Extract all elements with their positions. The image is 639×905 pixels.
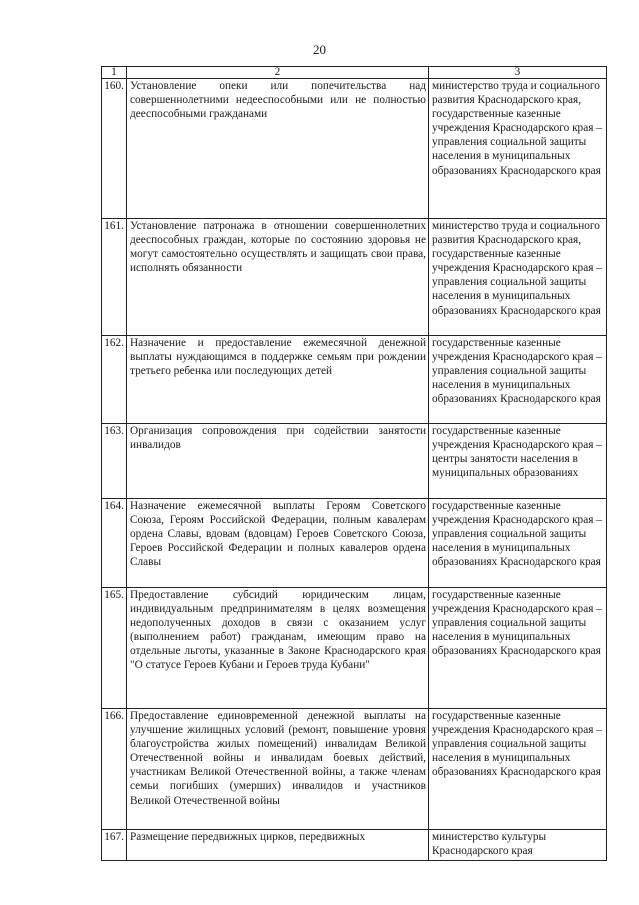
page-number: 20 [313, 42, 326, 57]
services-table [101, 66, 607, 861]
column-header-number: 1 [102, 67, 127, 79]
service-name: Предоставление единовременной денежной выплаты на улучшение жилищных условий (ремонт, повышение уровня благоустройства жилых помещений) инвалидам Великой Отечественной войны и инвалидам боевых действий, участникам Великой Отечественной войны, а также членам семьи погибших (умерших) инвалидов и участников Великой Отечественной войны [127, 709, 429, 830]
table-row [102, 79, 607, 219]
responsible-authority: государственные казенные учреждения Краснодарского края – центры занятости населения в муниципальных образованиях [429, 424, 607, 499]
row-number: 160. [102, 79, 127, 219]
responsible-authority: государственные казенные учреждения Краснодарского края – управления социальной защиты населения в муниципальных образованиях Краснодарского края [429, 336, 607, 424]
service-name: Назначение и предоставление ежемесячной денежной выплаты нуждающимся в поддержке семьям при рождении третьего ребенка или последующих детей [127, 336, 429, 424]
responsible-authority: министерство труда и социального развития Краснодарского края, государственные казенные учреждения Краснодарского края – управления социальной защиты населения в муниципальных образованиях Краснодарского края [429, 79, 607, 219]
table-row [102, 830, 607, 861]
responsible-authority: министерство культуры Краснодарского края [429, 830, 607, 861]
table-row [102, 588, 607, 709]
table-header-row [102, 67, 607, 79]
row-number: 161. [102, 219, 127, 336]
column-header-service: 2 [127, 67, 429, 79]
table-row [102, 709, 607, 830]
row-number: 162. [102, 336, 127, 424]
row-number: 167. [102, 830, 127, 861]
row-number: 165. [102, 588, 127, 709]
table-row [102, 336, 607, 424]
responsible-authority: государственные казенные учреждения Краснодарского края – управления социальной защиты населения в муниципальных образованиях Краснодарского края [429, 709, 607, 830]
service-name: Организация сопровождения при содействии занятости инвалидов [127, 424, 429, 499]
responsible-authority: министерство труда и социального развития Краснодарского края, государственные казенные учреждения Краснодарского края – управления социальной защиты населения в муниципальных образованиях Краснодарского края [429, 219, 607, 336]
table-row [102, 499, 607, 588]
service-name: Установление опеки или попечительства над совершеннолетними недееспособными или не полностью дееспособными гражданами [127, 79, 429, 219]
service-name: Назначение ежемесячной выплаты Героям Советского Союза, Героям Российской Федерации, полным кавалерам ордена Славы, вдовам (вдовцам) Героев Советского Союза, Героев Российской Федерации и полных кавалеров ордена Славы [127, 499, 429, 588]
responsible-authority: государственные казенные учреждения Краснодарского края – управления социальной защиты населения в муниципальных образованиях Краснодарского края [429, 588, 607, 709]
column-header-authority: 3 [429, 67, 607, 79]
service-name: Установление патронажа в отношении совершеннолетних дееспособных граждан, которые по состоянию здоровья не могут самостоятельно осуществлять и защищать свои права, исполнять обязанности [127, 219, 429, 336]
service-name: Размещение передвижных цирков, передвижных [127, 830, 429, 861]
table-row [102, 219, 607, 336]
responsible-authority: государственные казенные учреждения Краснодарского края – управления социальной защиты населения в муниципальных образованиях Краснодарского края [429, 499, 607, 588]
row-number: 163. [102, 424, 127, 499]
row-number: 166. [102, 709, 127, 830]
table-row [102, 424, 607, 499]
row-number: 164. [102, 499, 127, 588]
service-name: Предоставление субсидий юридическим лицам, индивидуальным предпринимателям в целях возмещения недополученных доходов в связи с оказанием услуг (выполнением работ) гражданам, имеющим право на отдельные льготы, указанные в Законе Краснодарского края "О статусе Героев Кубани и Героев труда Кубани" [127, 588, 429, 709]
